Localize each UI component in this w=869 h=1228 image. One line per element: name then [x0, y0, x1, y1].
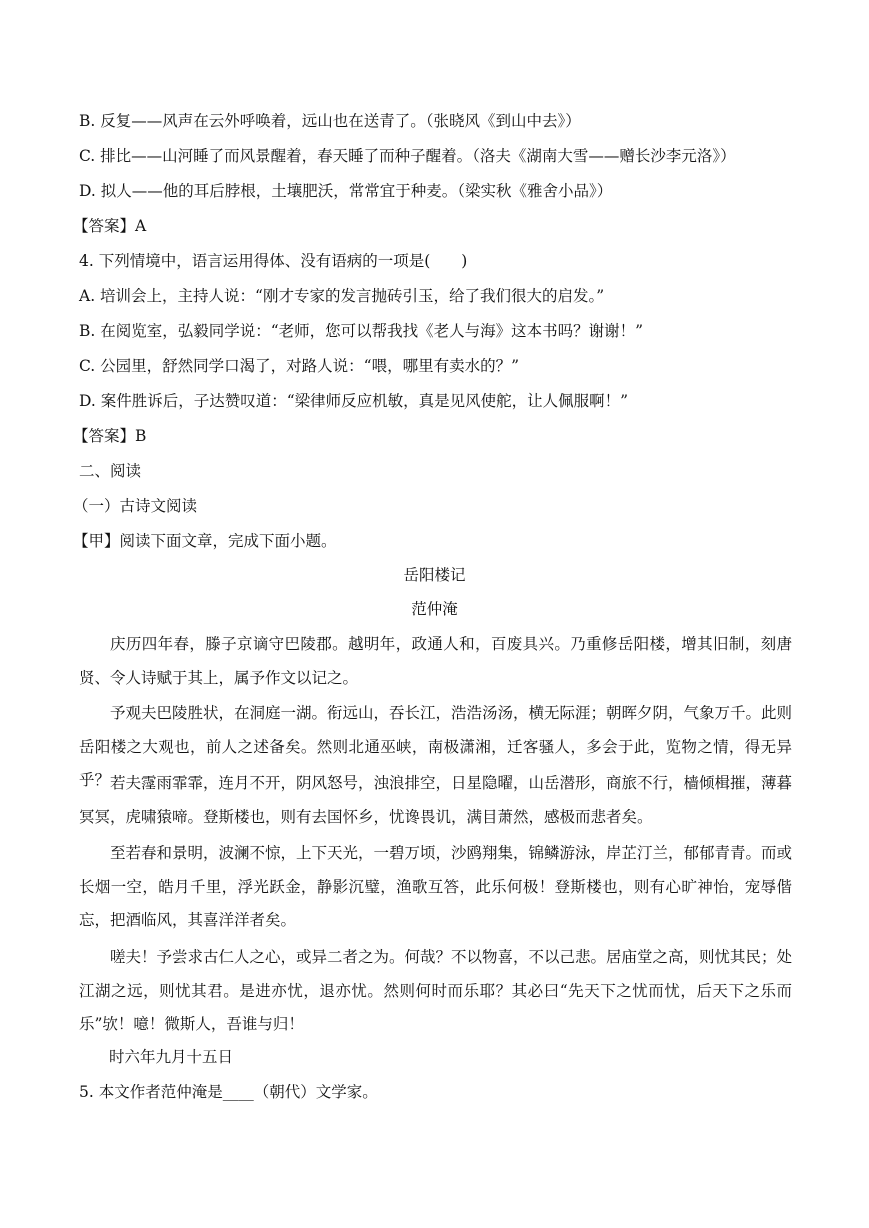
question-4: 4. 下列情境中，语言运用得体、没有语病的一项是( ) — [79, 252, 468, 270]
question-5: 5. 本文作者范仲淹是____（朝代）文学家。 — [79, 1083, 378, 1101]
q4-option-d: D. 案件胜诉后，子达赞叹道：“梁律师反应机敏，真是见风使舵，让人佩服啊！” — [79, 392, 629, 410]
section-title: 二、阅读 — [79, 462, 142, 480]
q4-option-c: C. 公园里，舒然同学口渴了，对路人说：“喂，哪里有卖水的？” — [79, 357, 520, 375]
q4-option-b: B. 在阅览室，弘毅同学说：“老师，您可以帮我找《老人与海》这本书吗？谢谢！” — [79, 322, 644, 340]
q4-option-a: A. 培训会上，主持人说：“刚才专家的发言抛砖引玉，给了我们很大的启发。” — [79, 287, 605, 305]
q3-option-c: C. 排比——山河睡了而风景醒着，春天睡了而种子醒着。（洛夫《湖南大雪——赠长沙李元洛》） — [79, 147, 736, 165]
article-paragraph: 予观夫巴陵胜状，在洞庭一湖。衔远山，吞长江，浩浩汤汤，横无际涯；朝晖夕阴，气象万千。此则岳阳楼之大观也，前人之述备矣。然则北通巫峡，南极潇湘，迁客骚人，多会于此，览物之情，得无异乎？ — [79, 704, 793, 789]
q4-answer: 【答案】B — [73, 427, 147, 445]
q3-option-b: B. 反复——风声在云外呼唤着，远山也在送青了。（张晓风《到山中去》） — [79, 112, 581, 130]
subsection-title: （一）古诗文阅读 — [73, 497, 198, 515]
article-paragraph: 庆历四年春，滕子京谪守巴陵郡。越明年，政通人和，百废具兴。乃重修岳阳楼，增其旧制，刻唐贤、令人诗赋于其上，属予作文以记之。 — [79, 635, 792, 687]
article-paragraph: 若夫霪雨霏霏，连月不开，阴风怒号，浊浪排空，日星隐曜，山岳潜形，商旅不行，樯倾楫摧，薄暮冥冥，虎啸猿啼。登斯楼也，则有去国怀乡，忧谗畏讥，满目萧然，感极而悲者矣。 — [79, 774, 793, 826]
q3-option-d: D. 拟人——他的耳后脖根，土壤肥沃，常常宜于种麦。（梁实秋《雅舍小品》） — [79, 182, 613, 200]
article-paragraph: 至若春和景明，波澜不惊，上下天光，一碧万顷，沙鸥翔集，锦鳞游泳，岸芷汀兰，郁郁青青。而或长烟一空，皓月千里，浮光跃金，静影沉璧，渔歌互答，此乐何极！登斯楼也，则有心旷神怡，宠辱偕忘，把酒临风，其喜洋洋者矣。 — [79, 844, 793, 929]
reading-instruction: 【甲】阅读下面文章，完成下面小题。 — [73, 532, 337, 550]
q3-answer: 【答案】A — [73, 217, 147, 235]
article-title: 岳阳楼记 — [403, 566, 466, 584]
article-paragraph: 嗟夫！予尝求古仁人之心，或异二者之为。何哉？不以物喜，不以己悲。居庙堂之高，则忧其民；处江湖之远，则忧其君。是进亦忧，退亦忧。然则何时而乐耶？其必曰“先天下之忧而忧，后天下之乐而乐”欤！噫！微斯人，吾谁与归！ — [79, 948, 793, 1033]
article-author: 范仲淹 — [411, 600, 458, 618]
article-date: 时六年九月十五日 — [109, 1048, 234, 1066]
